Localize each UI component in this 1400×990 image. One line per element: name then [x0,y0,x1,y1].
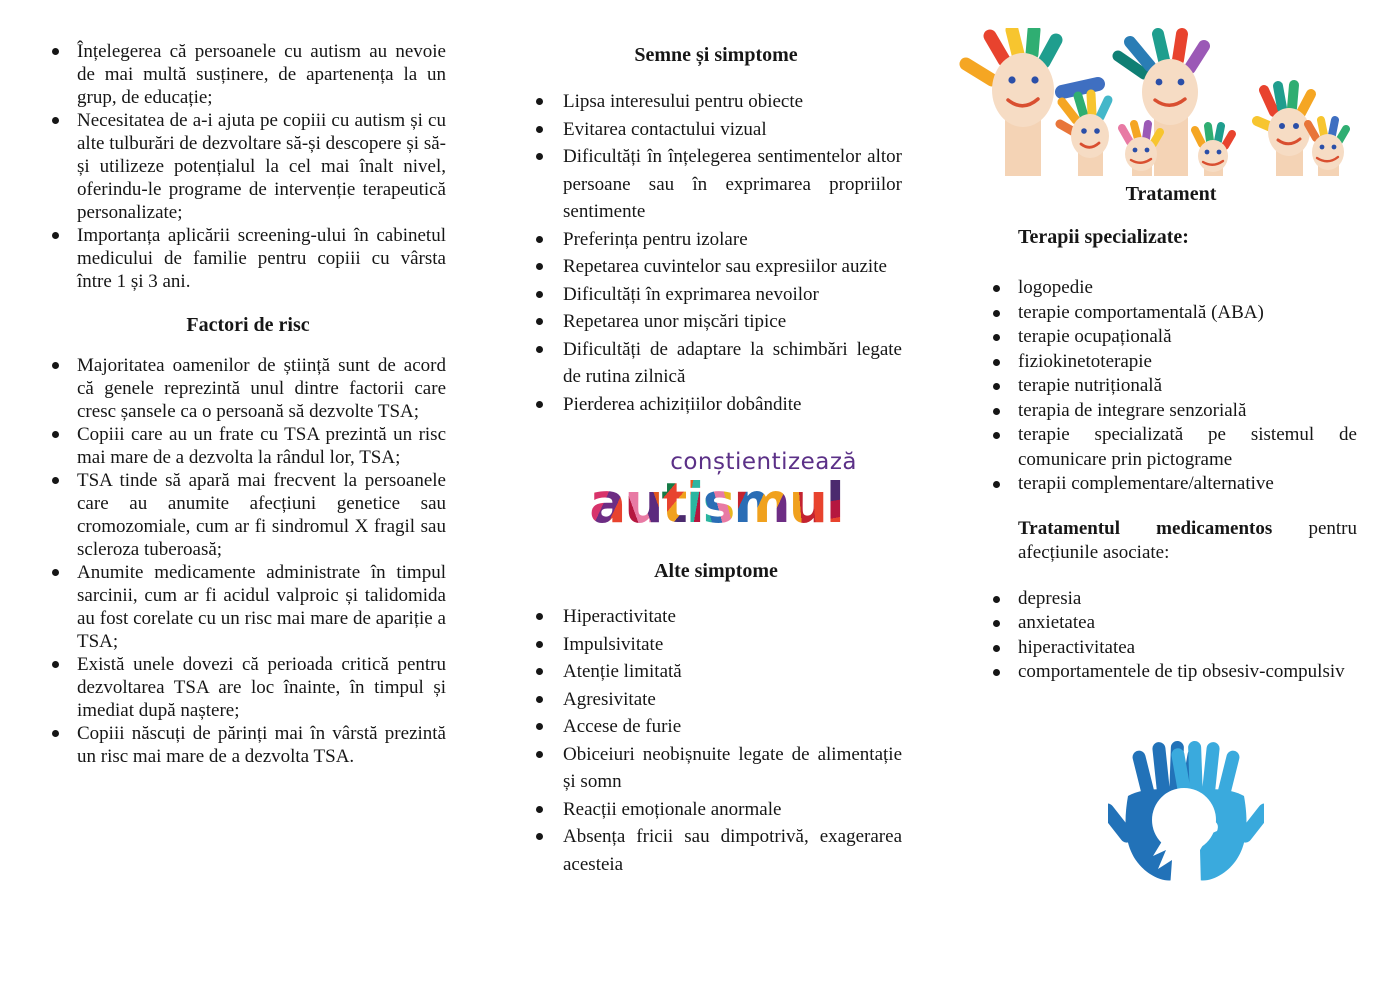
therapies-bullet-list [985,276,1357,497]
medication-bullet-list [985,587,1357,685]
bullet-item: Dificultăți în exprimarea nevoilor [530,281,902,309]
bullet-item: Dificultăți în înțelegerea sentimentelor altor persoane sau în exprimarea propriilor sentimente [530,143,902,226]
bullet-item: Lipsa interesului pentru obiecte [530,88,902,116]
bullet-item: Dificultăți de adaptare la schimbări legate de rutina zilnică [530,336,902,391]
bullet-item: Agresivitate [530,686,902,714]
specialized-therapies-heading: Terapii specializate: [1018,226,1189,248]
bullet-item: terapie specializată pe sistemul de comunicare prin pictograme [985,423,1357,472]
other-symptoms-heading: Alte simptome [654,560,778,582]
bullet-item: anxietatea [985,611,1357,636]
bullet-item: Repetarea unor mișcări tipice [530,308,902,336]
hands-holding-child-logo [1108,738,1264,888]
bullet-item: Înțelegerea că persoanele cu autism au nevoie de mai multă susținere, de apartenența la un grup, de educație; [50,40,446,109]
bullet-item: Copiii care au un frate cu TSA prezintă un risc mai mare de a dezvolta la rândul lor, TSA; [50,423,446,469]
bullet-item: Există unele dovezi că perioada critică pentru dezvoltarea TSA are loc înainte, în timpul și imediat după naștere; [50,653,446,722]
awareness-logo-wordmark: autismul [589,471,843,535]
bullet-item: fiziokinetoterapie [985,350,1357,375]
medication-treatment-heading [985,517,1357,566]
bullet-item: Majoritatea oamenilor de știință sunt de acord că genele reprezintă unul dintre factorii care cresc șansele ca o persoană să dezvolte TSA; [50,354,446,423]
bullet-item: terapia de integrare senzorială [985,399,1357,424]
bullet-item: depresia [985,587,1357,612]
bullet-item: comportamentele de tip obsesiv-compulsiv [985,660,1357,685]
medication-heading-rest: pentru afecțiunile asociate: [1018,517,1357,563]
intro-bullet-list [50,40,446,293]
bullet-item: Repetarea cuvintelor sau expresiilor auzite [530,253,902,281]
risk-bullet-list [50,354,446,768]
signs-symptoms-heading: Semne și simptome [634,44,798,66]
bullet-item: terapie ocupațională [985,325,1357,350]
painted-hands-photo [958,28,1350,176]
signs-bullet-list [530,88,902,418]
care-logo-illustration [1108,738,1264,888]
bullet-item: Evitarea contactului vizual [530,116,902,144]
bullet-item: terapie comportamentală (ABA) [985,301,1357,326]
risk-factors-heading: Factori de risc [186,314,310,336]
middle-panel [530,44,902,878]
awareness-logo-tagline: conștientizează [670,449,857,475]
bullet-item: Necesitatea de a-i ajuta pe copiii cu autism și cu alte tulburări de dezvoltare să-și descopere și să-și utilizeze potențialul la cel mai înalt nivel, oferindu-le programe de intervenție terapeutică personalizate; [50,109,446,224]
bullet-item: Accese de furie [530,713,902,741]
painted-hands-illustration [958,28,1350,176]
bullet-item: Reacții emoționale anormale [530,796,902,824]
bullet-item: Atenție limitată [530,658,902,686]
bullet-item: Anumite medicamente administrate în timpul sarcinii, cum ar fi acidul valproic și talidomida au fost corelate cu un risc mai mare de apariție a TSA; [50,561,446,653]
treatment-heading: Tratament [1125,183,1217,205]
bullet-item: Pierderea achizițiilor dobândite [530,391,902,419]
bullet-item: Impulsivitate [530,631,902,659]
bullet-item: terapii complementare/alternative [985,472,1357,497]
bullet-item: Preferința pentru izolare [530,226,902,254]
bullet-item: Absența fricii sau dimpotrivă, exagerarea acesteia [530,823,902,878]
right-panel [985,183,1357,685]
bullet-item: Obiceiuri neobișnuite legate de alimentație și somn [530,741,902,796]
bullet-item: Hiperactivitate [530,603,902,631]
bullet-item: logopedie [985,276,1357,301]
autism-awareness-logo [575,449,857,535]
bullet-item: hiperactivitatea [985,636,1357,661]
left-panel [50,40,446,768]
bullet-item: terapie nutrițională [985,374,1357,399]
bullet-item: Copiii născuți de părinți mai în vârstă prezintă un risc mai mare de a dezvolta TSA. [50,722,446,768]
bullet-item: TSA tinde să apară mai frecvent la persoanele care au anumite afecțiuni genetice sau cromozomiale, cum ar fi sindromul X fragil sau scleroza tuberoasă; [50,469,446,561]
bullet-item: Importanța aplicării screening-ului în cabinetul medicului de familie pentru copiii cu vârsta între 1 și 3 ani. [50,224,446,293]
other-symptoms-bullet-list [530,603,902,878]
medication-heading-bold: Tratamentul medicamentos [1018,517,1273,539]
